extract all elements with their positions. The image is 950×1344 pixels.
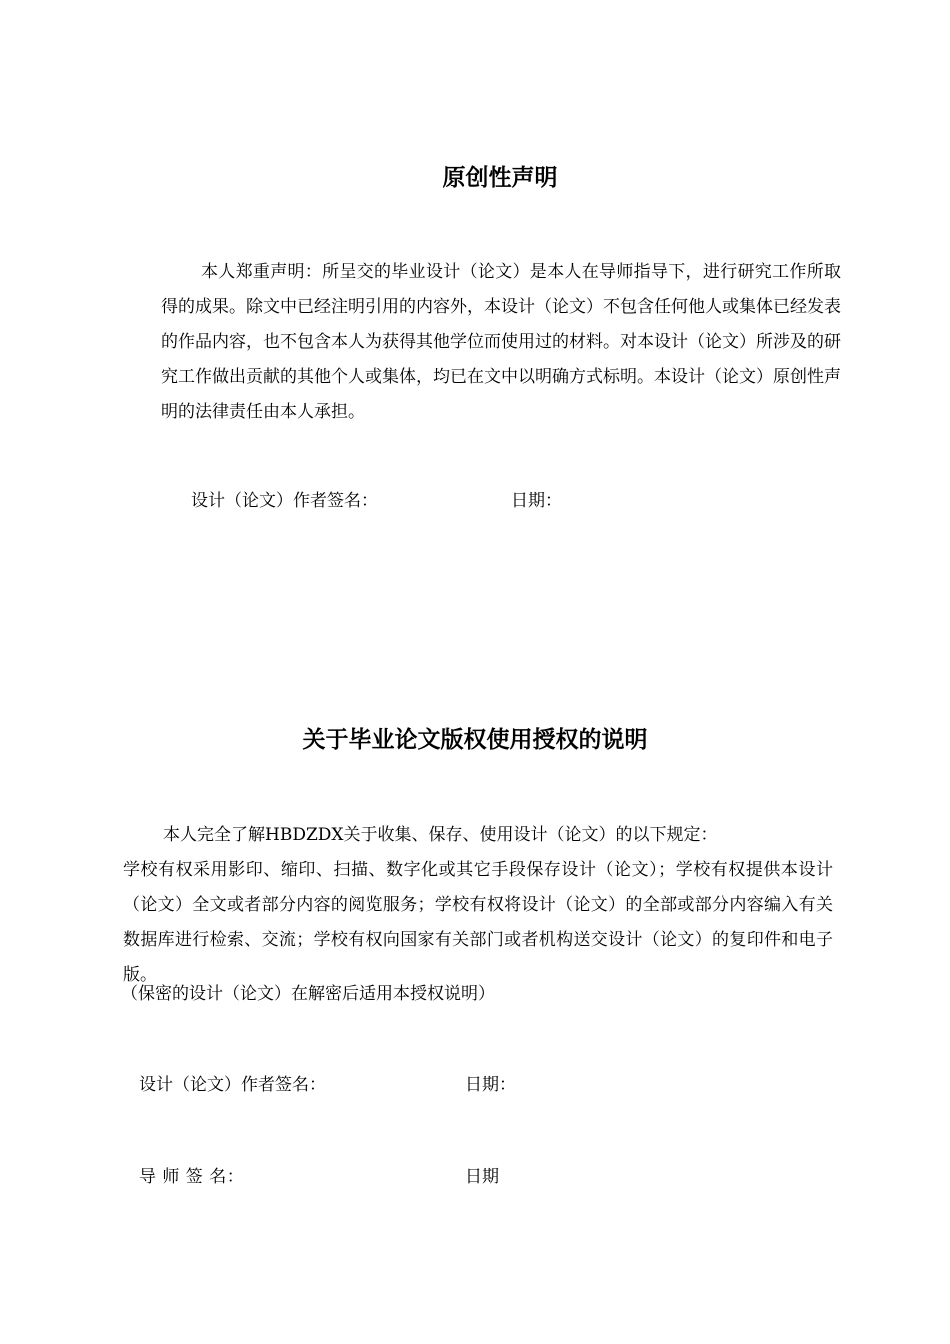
- authorization-author-signature-label: 设计（论文）作者签名：: [139, 1075, 326, 1095]
- authorization-author-date-label: 日期：: [465, 1075, 516, 1095]
- declaration-title: 原创性声明: [442, 165, 558, 191]
- declaration-author-signature-label: 设计（论文）作者签名：: [191, 491, 378, 511]
- authorization-note: （保密的设计（论文）在解密后适用本授权说明）: [121, 984, 495, 1004]
- authorization-intro: 本人完全了解HBDZDX关于收集、保存、使用设计（论文）的以下规定：: [163, 825, 718, 845]
- authorization-text: [123, 818, 833, 993]
- advisor-date-label: 日期: [465, 1167, 499, 1187]
- authorization-body: 学校有权采用影印、缩印、扫描、数字化或其它手段保存设计（论文）；学校有权提供本设计（论文）全文或者部分内容的阅览服务；学校有权将设计（论文）的全部或部分内容编入有关数据库进行检索、交流；学校有权向国家有关部门或者机构送交设计（论文）的复印件和电子版。: [123, 860, 833, 985]
- authorization-title: 关于毕业论文版权使用授权的说明: [302, 727, 648, 753]
- declaration-date-label: 日期：: [511, 491, 562, 511]
- declaration-body: 本人郑重声明：所呈交的毕业设计（论文）是本人在导师指导下，进行研究工作所取得的成果。除文中已经注明引用的内容外，本设计（论文）不包含任何他人或集体已经发表的作品内容，也不包含本人为获得其他学位而使用过的材料。对本设计（论文）所涉及的研究工作做出贡献的其他个人或集体，均已在文中以明确方式标明。本设计（论文）原创性声明的法律责任由本人承担。: [161, 262, 841, 422]
- advisor-signature-label: 导 师 签 名：: [139, 1167, 245, 1187]
